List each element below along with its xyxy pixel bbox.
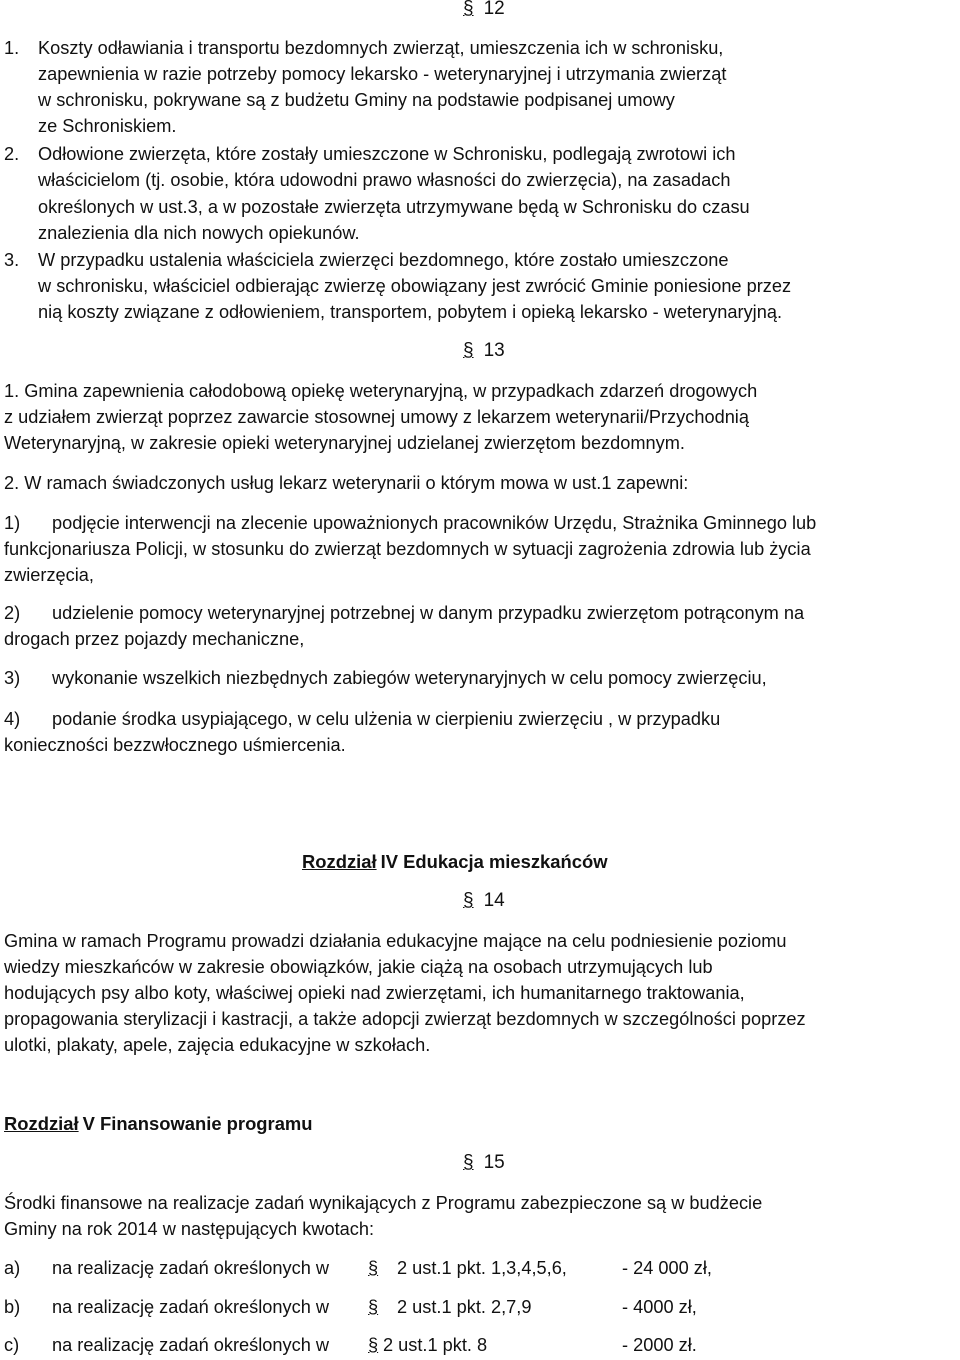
- section-13-heading: [463, 338, 505, 364]
- section-number: 15: [483, 1152, 505, 1173]
- sec12-p1-line2: zapewnienia w razie potrzeby pomocy lekarsko - weterynaryjnej i utrzymania zwierząt: [38, 64, 727, 84]
- chapter-5-title: V Finansowanie programu: [82, 1113, 313, 1134]
- funding-item-a-label: a): [4, 1258, 21, 1278]
- section-symbol: §: [463, 0, 474, 19]
- sec12-p1-number: 1.: [4, 38, 20, 58]
- sec13-item4-line1: podanie środka usypiającego, w celu ulżenia w cierpieniu zwierzęciu , w przypadku: [52, 709, 721, 729]
- section-12-heading: [463, 0, 505, 22]
- sec12-p1-line1: Koszty odławiania i transportu bezdomnych zwierząt, umieszczenia ich w schronisku,: [38, 38, 724, 58]
- funding-item-b-section-symbol: §: [368, 1297, 379, 1317]
- sec13-item1-number: 1): [4, 513, 21, 533]
- sec12-p3-line3: nią koszty związane z odłowieniem, transportem, pobytem i opieką lekarsko - weterynaryjną.: [38, 302, 783, 322]
- funding-item-a-text: na realizację zadań określonych w: [52, 1258, 330, 1278]
- sec14-line2: wiedzy mieszkańców w zakresie obowiązków, jakie ciążą na osobach utrzymujących lub: [4, 957, 713, 977]
- section-symbol: §: [463, 340, 474, 361]
- sec15-line1: Środki finansowe na realizacje zadań wynikających z Programu zabezpieczone są w budżecie: [4, 1193, 763, 1213]
- sec13-p1-line1: 1. Gmina zapewnienia całodobową opiekę weterynaryjną, w przypadkach zdarzeń drogowych: [4, 381, 758, 401]
- sec12-p2-line1: Odłowione zwierzęta, które zostały umieszczone w Schronisku, podlegają zwrotowi ich: [38, 144, 736, 164]
- chapter-4-word: Rozdział: [302, 851, 377, 872]
- section-symbol: §: [463, 890, 474, 911]
- sec13-item3-number: 3): [4, 668, 21, 688]
- funding-item-b-label: b): [4, 1297, 21, 1317]
- sec12-p1-line4: ze Schroniskiem.: [38, 116, 177, 136]
- funding-item-a-amount: - 24 000 zł,: [622, 1258, 712, 1278]
- sec13-item2-number: 2): [4, 603, 21, 623]
- sec12-p2-line4: znalezienia dla nich nowych opiekunów.: [38, 223, 360, 243]
- sec13-p2: 2. W ramach świadczonych usług lekarz weterynarii o którym mowa w ust.1 zapewni:: [4, 473, 689, 493]
- sec14-line1: Gmina w ramach Programu prowadzi działania edukacyjne mające na celu podniesienie poziomu: [4, 931, 787, 951]
- sec13-item1-line2: funkcjonariusza Policji, w stosunku do zwierząt bezdomnych w sytuacji zagrożenia zdrowia lub życia: [4, 539, 811, 559]
- chapter-4-title: IV Edukacja mieszkańców: [380, 851, 608, 872]
- section-number: 14: [483, 890, 505, 911]
- sec13-p1-line2: z udziałem zwierząt poprzez zawarcie stosownej umowy z lekarzem weterynarii/Przychodnią: [4, 407, 749, 427]
- funding-item-c-section-symbol: §: [368, 1335, 379, 1355]
- sec13-item4-line2: konieczności bezzwłocznego uśmiercenia.: [4, 735, 346, 755]
- sec12-p1-line3: w schronisku, pokrywane są z budżetu Gminy na podstawie podpisanej umowy: [38, 90, 675, 110]
- sec13-item4-number: 4): [4, 709, 21, 729]
- chapter-5-word: Rozdział: [4, 1113, 79, 1134]
- funding-item-c-reference: 2 ust.1 pkt. 8: [383, 1335, 488, 1355]
- sec13-item2-line1: udzielenie pomocy weterynaryjnej potrzebnej w danym przypadku zwierzętom potrąconym na: [52, 603, 805, 623]
- section-number: 12: [483, 0, 505, 19]
- sec14-line4: propagowania sterylizacji i kastracji, a także adopcji zwierząt bezdomnych w szczególności poprzez: [4, 1009, 806, 1029]
- funding-item-b-amount: - 4000 zł,: [622, 1297, 697, 1317]
- sec13-item1-line3: zwierzęcia,: [4, 565, 94, 585]
- sec13-p1-line3: Weterynaryjną, w zakresie opieki weterynaryjnej udzielanej zwierzętom bezdomnym.: [4, 433, 685, 453]
- chapter-4-heading: [302, 849, 608, 875]
- sec12-p2-number: 2.: [4, 144, 20, 164]
- funding-item-c-label: c): [4, 1335, 20, 1355]
- funding-item-a-section-symbol: §: [368, 1258, 379, 1278]
- sec14-line3: hodujących psy albo koty, właściwej opieki nad zwierzętami, ich humanitarnego traktowania,: [4, 983, 745, 1003]
- section-15-heading: [463, 1150, 505, 1176]
- funding-item-b-reference: 2 ust.1 pkt. 2,7,9: [397, 1297, 532, 1317]
- sec15-line2: Gminy na rok 2014 w następujących kwotach:: [4, 1219, 375, 1239]
- funding-item-c-amount: - 2000 zł.: [622, 1335, 697, 1355]
- section-14-heading: [463, 888, 505, 914]
- sec13-item1-line1: podjęcie interwencji na zlecenie upoważnionych pracowników Urzędu, Strażnika Gminnego lub: [52, 513, 817, 533]
- sec12-p3-line2: w schronisku, właściciel odbierając zwierzę obowiązany jest zwrócić Gminie poniesione przez: [38, 276, 792, 296]
- sec13-item2-line2: drogach przez pojazdy mechaniczne,: [4, 629, 305, 649]
- sec13-item3-line1: wykonanie wszelkich niezbędnych zabiegów weterynaryjnych w celu pomocy zwierzęciu,: [52, 668, 767, 688]
- section-symbol: §: [463, 1152, 474, 1173]
- sec12-p2-line3: określonych w ust.3, a w pozostałe zwierzęta utrzymywane będą w Schronisku do czasu: [38, 197, 750, 217]
- chapter-5-heading: [4, 1111, 313, 1137]
- sec12-p3-line1: W przypadku ustalenia właściciela zwierzęci bezdomnego, które zostało umieszczone: [38, 250, 729, 270]
- sec12-p3-number: 3.: [4, 250, 20, 270]
- funding-item-b-text: na realizację zadań określonych w: [52, 1297, 330, 1317]
- funding-item-c-text: na realizację zadań określonych w: [52, 1335, 330, 1355]
- sec14-line5: ulotki, plakaty, apele, zajęcia edukacyjne w szkołach.: [4, 1035, 431, 1055]
- funding-item-a-reference: 2 ust.1 pkt. 1,3,4,5,6,: [397, 1258, 567, 1278]
- section-number: 13: [483, 340, 505, 361]
- sec12-p2-line2: właścicielom (tj. osobie, która udowodni prawo własności do zwierzęcia), na zasadach: [38, 170, 731, 190]
